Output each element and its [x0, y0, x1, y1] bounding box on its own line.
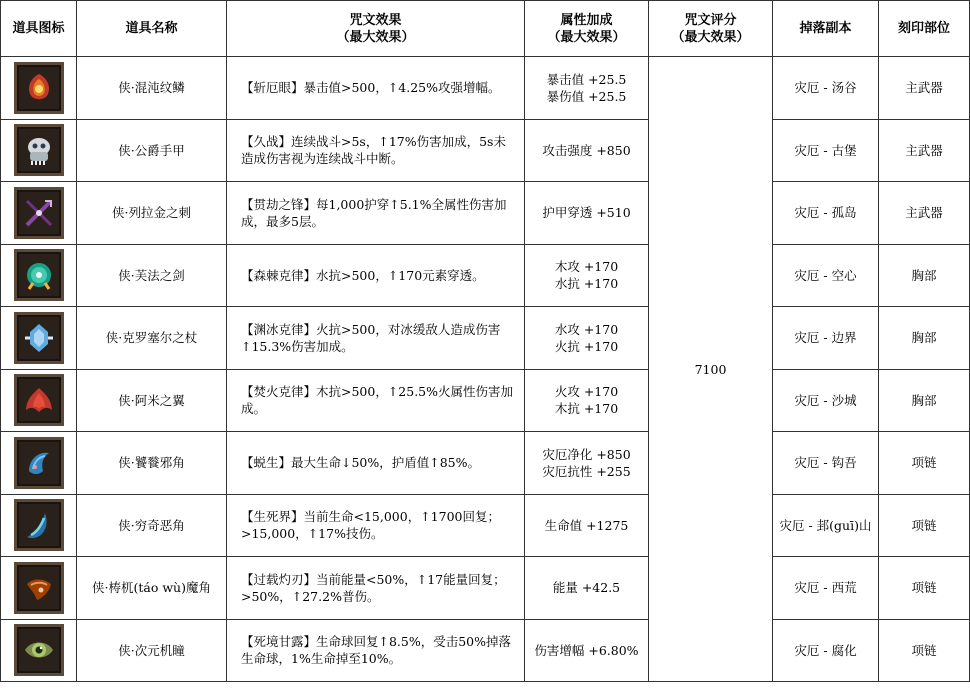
- item-name: 侠·梼杌(táo wù)魔角: [77, 557, 227, 620]
- item-effect: 【贯劫之锋】每1,000护穿↑5.1%全属性伤害加成，最多5层。: [227, 182, 525, 245]
- item-name: 侠·混沌纹鳞: [77, 57, 227, 120]
- table-row: [1, 244, 970, 307]
- ice-crystal-icon: [21, 320, 57, 356]
- purple-thorn-icon: [21, 195, 57, 231]
- item-name: 侠·穷奇恶角: [77, 494, 227, 557]
- crimson-scale-icon: [21, 70, 57, 106]
- item-slot: 项链: [879, 619, 970, 682]
- item-bonus: 伤害增幅 +6.80%: [525, 619, 649, 682]
- item-effect: 【森棘克律】水抗>500，↑170元素穿透。: [227, 244, 525, 307]
- rune-score: 7100: [649, 57, 773, 682]
- item-bonus: 攻击强度 +850: [525, 119, 649, 182]
- item-dungeon: 灾厄 - 腐化: [773, 619, 879, 682]
- item-bonus: 能量 +42.5: [525, 557, 649, 620]
- item-slot: 胸部: [879, 369, 970, 432]
- item-bonus: 火攻 +170 木抗 +170: [525, 369, 649, 432]
- item-slot: 项链: [879, 432, 970, 495]
- table-row: [1, 119, 970, 182]
- item-effect: 【焚火克律】木抗>500，↑25.5%火属性伤害加成。: [227, 369, 525, 432]
- item-effect: 【蜕生】最大生命↓50%，护盾值↑85%。: [227, 432, 525, 495]
- item-name: 侠·饕餮邪角: [77, 432, 227, 495]
- table-row: [1, 557, 970, 620]
- header-slot: 刻印部位: [879, 1, 970, 57]
- item-slot: 主武器: [879, 182, 970, 245]
- header-icon: 道具图标: [1, 1, 77, 57]
- item-name: 侠·公爵手甲: [77, 119, 227, 182]
- item-slot: 主武器: [879, 57, 970, 120]
- item-name: 侠·次元机瞳: [77, 619, 227, 682]
- table-header-row: [1, 1, 970, 57]
- table-row: [1, 182, 970, 245]
- item-bonus: 木攻 +170 水抗 +170: [525, 244, 649, 307]
- item-bonus: 暴击值 +25.5 暴伤值 +25.5: [525, 57, 649, 120]
- item-slot: 胸部: [879, 307, 970, 370]
- table-row: [1, 369, 970, 432]
- item-name: 侠·阿米之翼: [77, 369, 227, 432]
- item-dungeon: 灾厄 - 西荒: [773, 557, 879, 620]
- header-bonus: 属性加成 （最大效果）: [525, 1, 649, 57]
- cyan-horn-icon: [21, 507, 57, 543]
- blue-horn-icon: [21, 445, 57, 481]
- item-name: 侠·克罗塞尔之杖: [77, 307, 227, 370]
- item-slot: 主武器: [879, 119, 970, 182]
- header-name: 道具名称: [77, 1, 227, 57]
- table-row: [1, 307, 970, 370]
- item-dungeon: 灾厄 - 古堡: [773, 119, 879, 182]
- item-effect: 【过载灼刃】当前能量<50%，↑17能量回复；>50%，↑27.2%普伤。: [227, 557, 525, 620]
- green-eye-icon: [21, 632, 57, 668]
- item-dungeon: 灾厄 - 钩吾: [773, 432, 879, 495]
- table-row: [1, 57, 970, 120]
- red-wing-icon: [21, 382, 57, 418]
- item-slot: 项链: [879, 494, 970, 557]
- skull-gauntlet-icon: [21, 132, 57, 168]
- item-dungeon: 灾厄 - 边界: [773, 307, 879, 370]
- item-dungeon: 灾厄 - 汤谷: [773, 57, 879, 120]
- item-effect: 【渊冰克律】火抗>500，对冰缓敌人造成伤害↑15.3%伤害加成。: [227, 307, 525, 370]
- header-score: 咒文评分 （最大效果）: [649, 1, 773, 57]
- item-bonus: 生命值 +1275: [525, 494, 649, 557]
- header-effect: 咒文效果 （最大效果）: [227, 1, 525, 57]
- item-effect: 【斩厄眼】暴击值>500，↑4.25%攻强增幅。: [227, 57, 525, 120]
- table-row: [1, 494, 970, 557]
- item-name: 侠·列拉金之刺: [77, 182, 227, 245]
- header-dungeon: 掉落副本: [773, 1, 879, 57]
- item-effect: 【生死界】当前生命<15,000，↑1700回复；>15,000，↑17%技伤。: [227, 494, 525, 557]
- item-dungeon: 灾厄 - 沙城: [773, 369, 879, 432]
- item-slot: 胸部: [879, 244, 970, 307]
- item-bonus: 护甲穿透 +510: [525, 182, 649, 245]
- table-row: [1, 619, 970, 682]
- item-effect: 【久战】连续战斗>5s，↑17%伤害加成，5s未造成伤害视为连续战斗中断。: [227, 119, 525, 182]
- item-dungeon: 灾厄 - 空心: [773, 244, 879, 307]
- item-dungeon: 灾厄 - 邽(guī)山: [773, 494, 879, 557]
- item-name: 侠·芙法之剑: [77, 244, 227, 307]
- item-bonus: 灾厄净化 +850 灾厄抗性 +255: [525, 432, 649, 495]
- item-slot: 项链: [879, 557, 970, 620]
- brown-horn-icon: [21, 570, 57, 606]
- item-dungeon: 灾厄 - 孤岛: [773, 182, 879, 245]
- item-effect: 【死境甘露】生命球回复↑8.5%，受击50%掉落生命球，1%生命掉至10%。: [227, 619, 525, 682]
- table-row: [1, 432, 970, 495]
- item-bonus: 水攻 +170 火抗 +170: [525, 307, 649, 370]
- teal-orb-icon: [21, 257, 57, 293]
